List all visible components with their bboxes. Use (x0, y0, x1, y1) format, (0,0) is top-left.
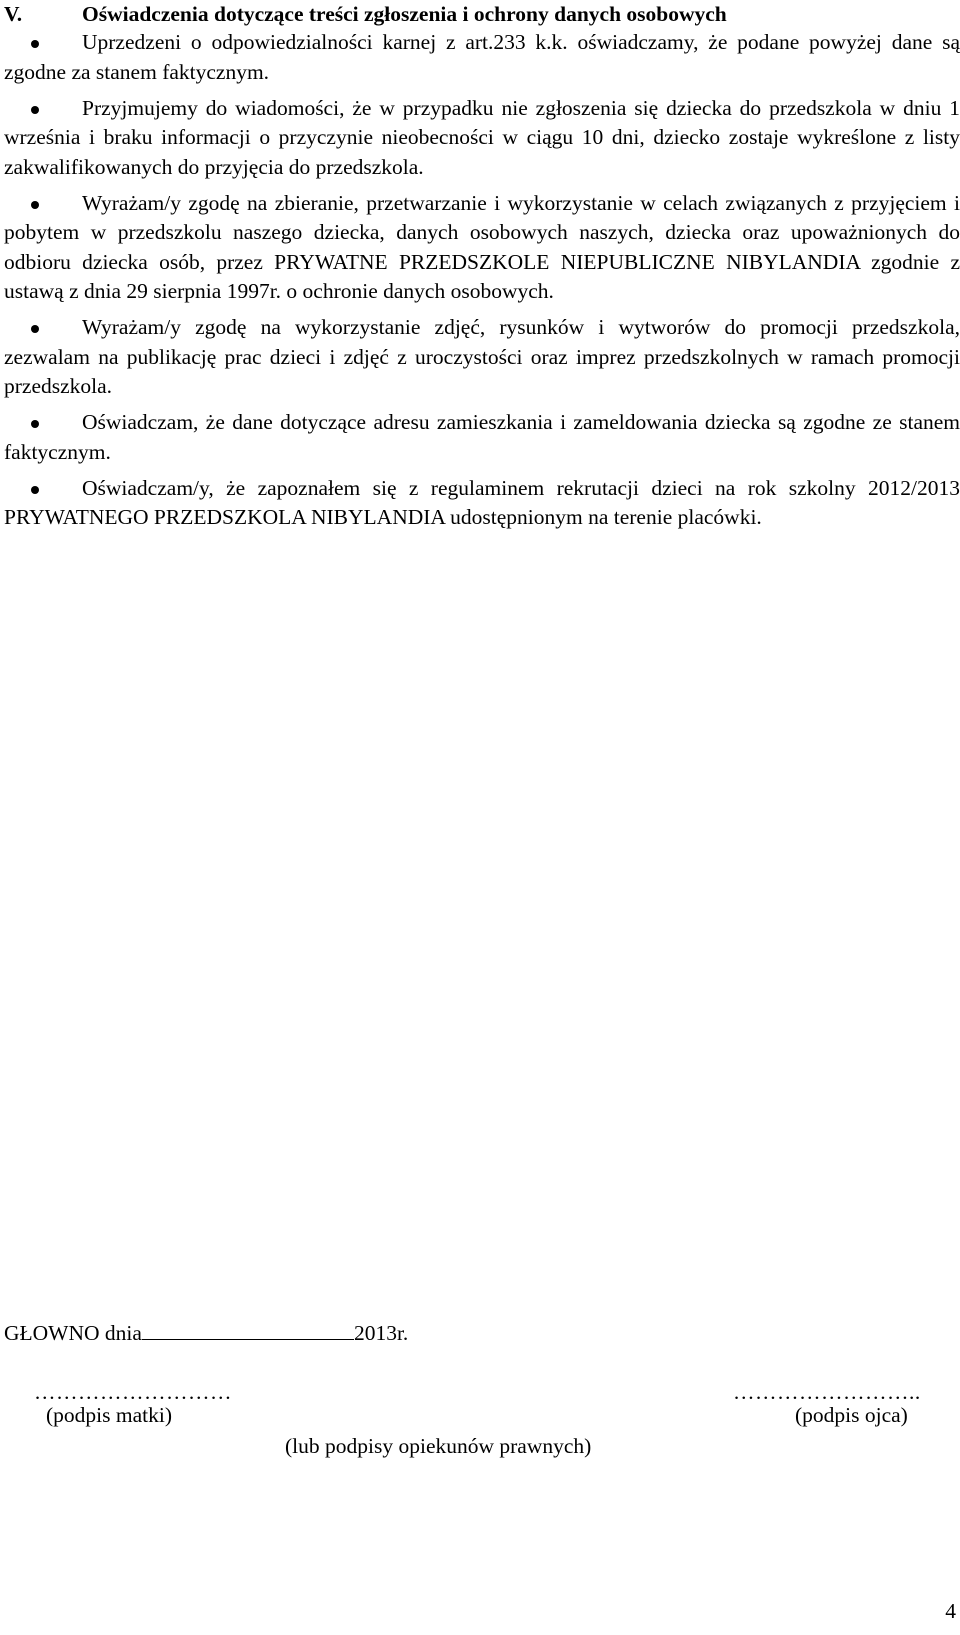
father-signature-label: (podpis ojca) (795, 1403, 908, 1427)
mother-signature-line: ……………………… (34, 1380, 232, 1404)
list-item (4, 28, 960, 87)
bullet-icon (31, 420, 39, 428)
place-date-prefix: GŁOWNO dnia (4, 1321, 142, 1345)
place-date-suffix: 2013r. (353, 1321, 409, 1345)
list-item (4, 474, 960, 533)
declaration-text: Przyjmujemy do wiadomości, że w przypadku nie zgłoszenia się dziecka do przedszkola w dniu 1 września i braku informacji o przyczynie nieobecności w ciągu 10 dni, dziecko zostaje wykreślone z listy zakwalifikowanych do przyjęcia do przedszkola. (4, 95, 960, 179)
declaration-text: Oświadczam, że dane dotyczące adresu zamieszkania i zameldowania dziecka są zgodne ze stanem faktycznym. (4, 410, 960, 464)
list-item (4, 189, 960, 307)
section-title: Oświadczenia dotyczące treści zgłoszenia i ochrony danych osobowych (82, 2, 727, 26)
place-date-line (4, 1319, 408, 1347)
declarations-list (4, 28, 960, 539)
bullet-icon (31, 40, 39, 48)
declaration-text: Oświadczam/y, że zapoznałem się z regulaminem rekrutacji dzieci na rok szkolny 2012/2013 PRYWATNEGO PRZEDSZKOLA NIBYLANDIA udostępnionym na terenie placówki. (4, 475, 960, 529)
list-item (4, 94, 960, 183)
declaration-text: Uprzedzeni o odpowiedzialności karnej z art.233 k.k. oświadczamy, że podane powyżej dane są zgodne za stanem faktycznym. (4, 30, 960, 84)
bullet-icon (31, 106, 39, 114)
declaration-text: Wyrażam/y zgodę na zbieranie, przetwarzanie i wykorzystanie w celach związanych z przyjęciem i pobytem w przedszkolu naszego dziecka, danych osobowych naszych, dziecka oraz upoważnionych do odbioru dziecka osób, przez PRYWATNE PRZEDSZKOLE NIEPUBLICZNE NIBYLANDIA zgodnie z ustawą z dnia 29 sierpnia 1997r. o ochronie danych osobowych. (4, 190, 960, 303)
list-item (4, 313, 960, 402)
list-item (4, 408, 960, 467)
bullet-icon (31, 325, 39, 333)
page-number: 4 (945, 1599, 956, 1623)
section-number: V. (4, 2, 23, 26)
mother-signature-label: (podpis matki) (46, 1403, 172, 1427)
date-blank-field[interactable] (142, 1319, 354, 1340)
guardians-signature-label: (lub podpisy opiekunów prawnych) (285, 1434, 592, 1458)
bullet-icon (31, 201, 39, 209)
bullet-icon (31, 486, 39, 494)
declaration-text: Wyrażam/y zgodę na wykorzystanie zdjęć, rysunków i wytworów do promocji przedszkola, zezwalam na publikację prac dzieci i zdjęć z uroczystości oraz imprez przedszkolnych w ramach promocji przedszkola. (4, 315, 960, 398)
section-heading (4, 0, 727, 28)
father-signature-line: …………………….. (733, 1380, 921, 1404)
